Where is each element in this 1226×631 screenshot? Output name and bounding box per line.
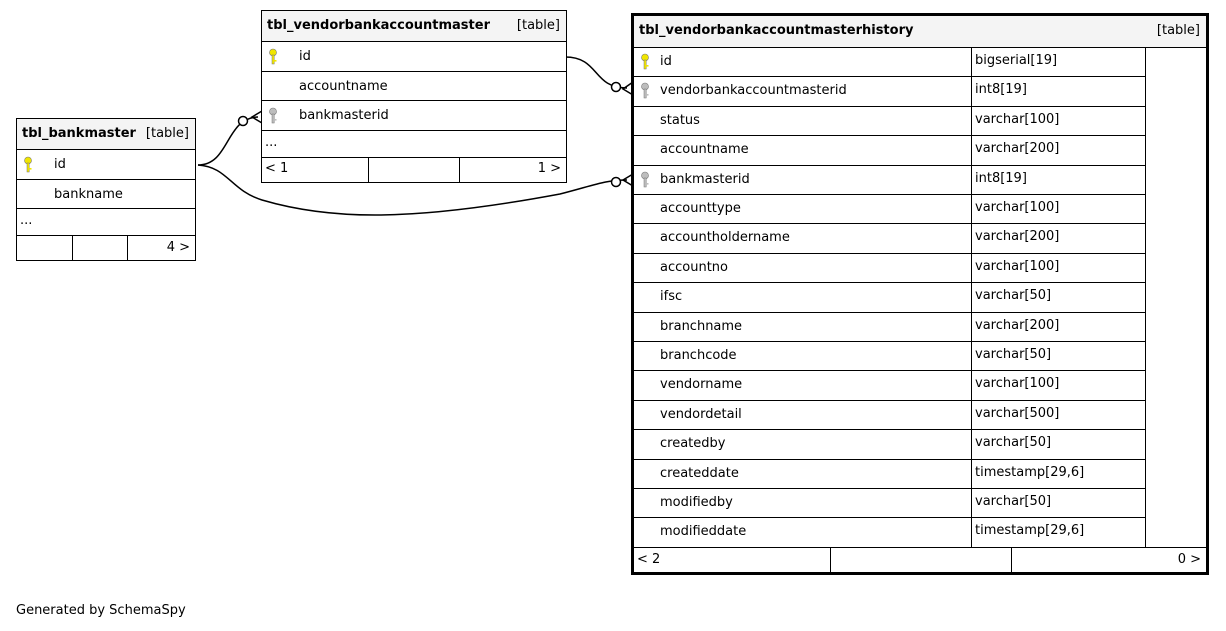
column-type: varchar[200] xyxy=(975,229,1060,245)
column-list xyxy=(634,48,1146,548)
column-type: varchar[100] xyxy=(975,200,1060,215)
footer-divider xyxy=(1011,548,1012,572)
connector-optional-circle xyxy=(612,83,621,92)
column-row[interactable] xyxy=(634,254,1145,283)
primary-key-icon xyxy=(23,156,35,174)
table-header xyxy=(262,11,566,42)
column-name: bankmasterid xyxy=(299,108,389,123)
column-name: modifieddate xyxy=(660,524,747,540)
more-columns-row[interactable] xyxy=(17,209,195,236)
column-name: accountname xyxy=(660,142,749,158)
column-row[interactable] xyxy=(17,150,195,180)
connector-optional-circle xyxy=(239,117,248,126)
column-row[interactable] xyxy=(262,72,566,101)
column-name: createdby xyxy=(660,436,726,452)
column-row[interactable] xyxy=(634,166,1145,195)
column-type: int8[19] xyxy=(975,170,1027,186)
column-row[interactable] xyxy=(262,101,566,131)
parents-count[interactable]: < 2 xyxy=(637,552,661,567)
column-type: varchar[50] xyxy=(975,435,1052,451)
table-type-label: [table] xyxy=(145,126,189,141)
foreign-key-icon xyxy=(640,171,652,189)
column-row[interactable] xyxy=(634,48,1145,77)
column-row[interactable] xyxy=(634,401,1145,430)
table-bankmaster[interactable] xyxy=(16,118,196,261)
column-row[interactable] xyxy=(634,430,1145,459)
children-count[interactable]: 1 > xyxy=(537,161,561,176)
children-count[interactable]: 0 > xyxy=(1177,552,1201,567)
more-columns-indicator: ... xyxy=(265,135,278,150)
column-row[interactable] xyxy=(634,283,1145,312)
column-type: varchar[50] xyxy=(975,494,1052,509)
more-columns-indicator: ... xyxy=(20,213,33,228)
column-name: modifiedby xyxy=(660,495,733,510)
footer-divider xyxy=(127,236,128,260)
column-name: vendorname xyxy=(660,377,743,393)
column-row[interactable] xyxy=(634,195,1145,224)
children-count[interactable]: 4 > xyxy=(166,240,190,255)
column-type: bigserial[19] xyxy=(975,53,1058,68)
table-type-label: [table] xyxy=(516,18,560,33)
column-name: accountholdername xyxy=(660,230,790,246)
footer-divider xyxy=(72,236,73,260)
column-name: accountname xyxy=(299,79,388,94)
table-type-label: [table] xyxy=(1156,23,1200,38)
column-type: varchar[200] xyxy=(975,141,1060,157)
table-name: tbl_bankmaster xyxy=(22,126,136,141)
column-row[interactable] xyxy=(634,342,1145,371)
column-row[interactable] xyxy=(634,77,1145,106)
generated-by-label: Generated by SchemaSpy xyxy=(16,603,186,618)
column-name: branchname xyxy=(660,318,743,334)
column-name: id xyxy=(54,157,66,172)
table-vendorbankaccountmasterhistory[interactable] xyxy=(631,13,1209,575)
footer-divider xyxy=(368,157,369,182)
column-name: createddate xyxy=(660,465,739,481)
column-name: id xyxy=(660,54,672,69)
foreign-key-icon xyxy=(640,82,652,100)
connector-bankmaster-vendorbank xyxy=(198,117,258,165)
table-header xyxy=(634,16,1206,48)
more-columns-row[interactable] xyxy=(262,131,566,158)
column-name: accounttype xyxy=(660,201,741,216)
parents-count[interactable]: < 1 xyxy=(265,161,289,176)
column-type: varchar[200] xyxy=(975,317,1060,333)
column-name: branchcode xyxy=(660,348,737,363)
column-row[interactable] xyxy=(634,518,1145,546)
footer-divider xyxy=(459,157,460,182)
table-vendorbankaccountmaster[interactable] xyxy=(261,10,567,183)
column-row[interactable] xyxy=(634,489,1145,518)
column-name: id xyxy=(299,49,311,64)
column-type: varchar[100] xyxy=(975,111,1060,127)
primary-key-icon xyxy=(640,53,652,71)
table-name: tbl_vendorbankaccountmaster xyxy=(267,18,490,33)
column-type: varchar[50] xyxy=(975,347,1052,362)
footer-divider xyxy=(830,548,831,572)
column-row[interactable] xyxy=(634,313,1145,342)
table-footer xyxy=(262,157,566,182)
column-row[interactable] xyxy=(634,460,1145,489)
column-type: timestamp[29,6] xyxy=(975,464,1085,480)
column-name: status xyxy=(660,112,700,128)
table-header xyxy=(17,119,195,150)
table-footer xyxy=(634,547,1206,572)
column-type: varchar[100] xyxy=(975,376,1060,392)
column-name: vendorbankaccountmasterid xyxy=(660,83,847,99)
connector-optional-circle xyxy=(612,178,621,187)
column-row[interactable] xyxy=(634,224,1145,253)
column-type: varchar[500] xyxy=(975,405,1060,421)
column-row[interactable] xyxy=(17,180,195,209)
table-name: tbl_vendorbankaccountmasterhistory xyxy=(639,23,914,38)
primary-key-icon xyxy=(268,48,280,66)
column-name: vendordetail xyxy=(660,406,742,422)
column-name: accountno xyxy=(660,259,728,275)
column-type: timestamp[29,6] xyxy=(975,523,1085,539)
foreign-key-icon xyxy=(268,107,280,125)
column-type: int8[19] xyxy=(975,82,1027,98)
table-footer xyxy=(17,236,195,260)
column-row[interactable] xyxy=(634,136,1145,165)
column-row[interactable] xyxy=(262,42,566,72)
column-type: varchar[50] xyxy=(975,288,1052,304)
column-row[interactable] xyxy=(634,371,1145,400)
column-name: ifsc xyxy=(660,289,683,305)
column-name: bankname xyxy=(54,187,123,202)
column-type: varchar[100] xyxy=(975,258,1060,274)
column-name: bankmasterid xyxy=(660,171,750,187)
column-row[interactable] xyxy=(634,107,1145,136)
